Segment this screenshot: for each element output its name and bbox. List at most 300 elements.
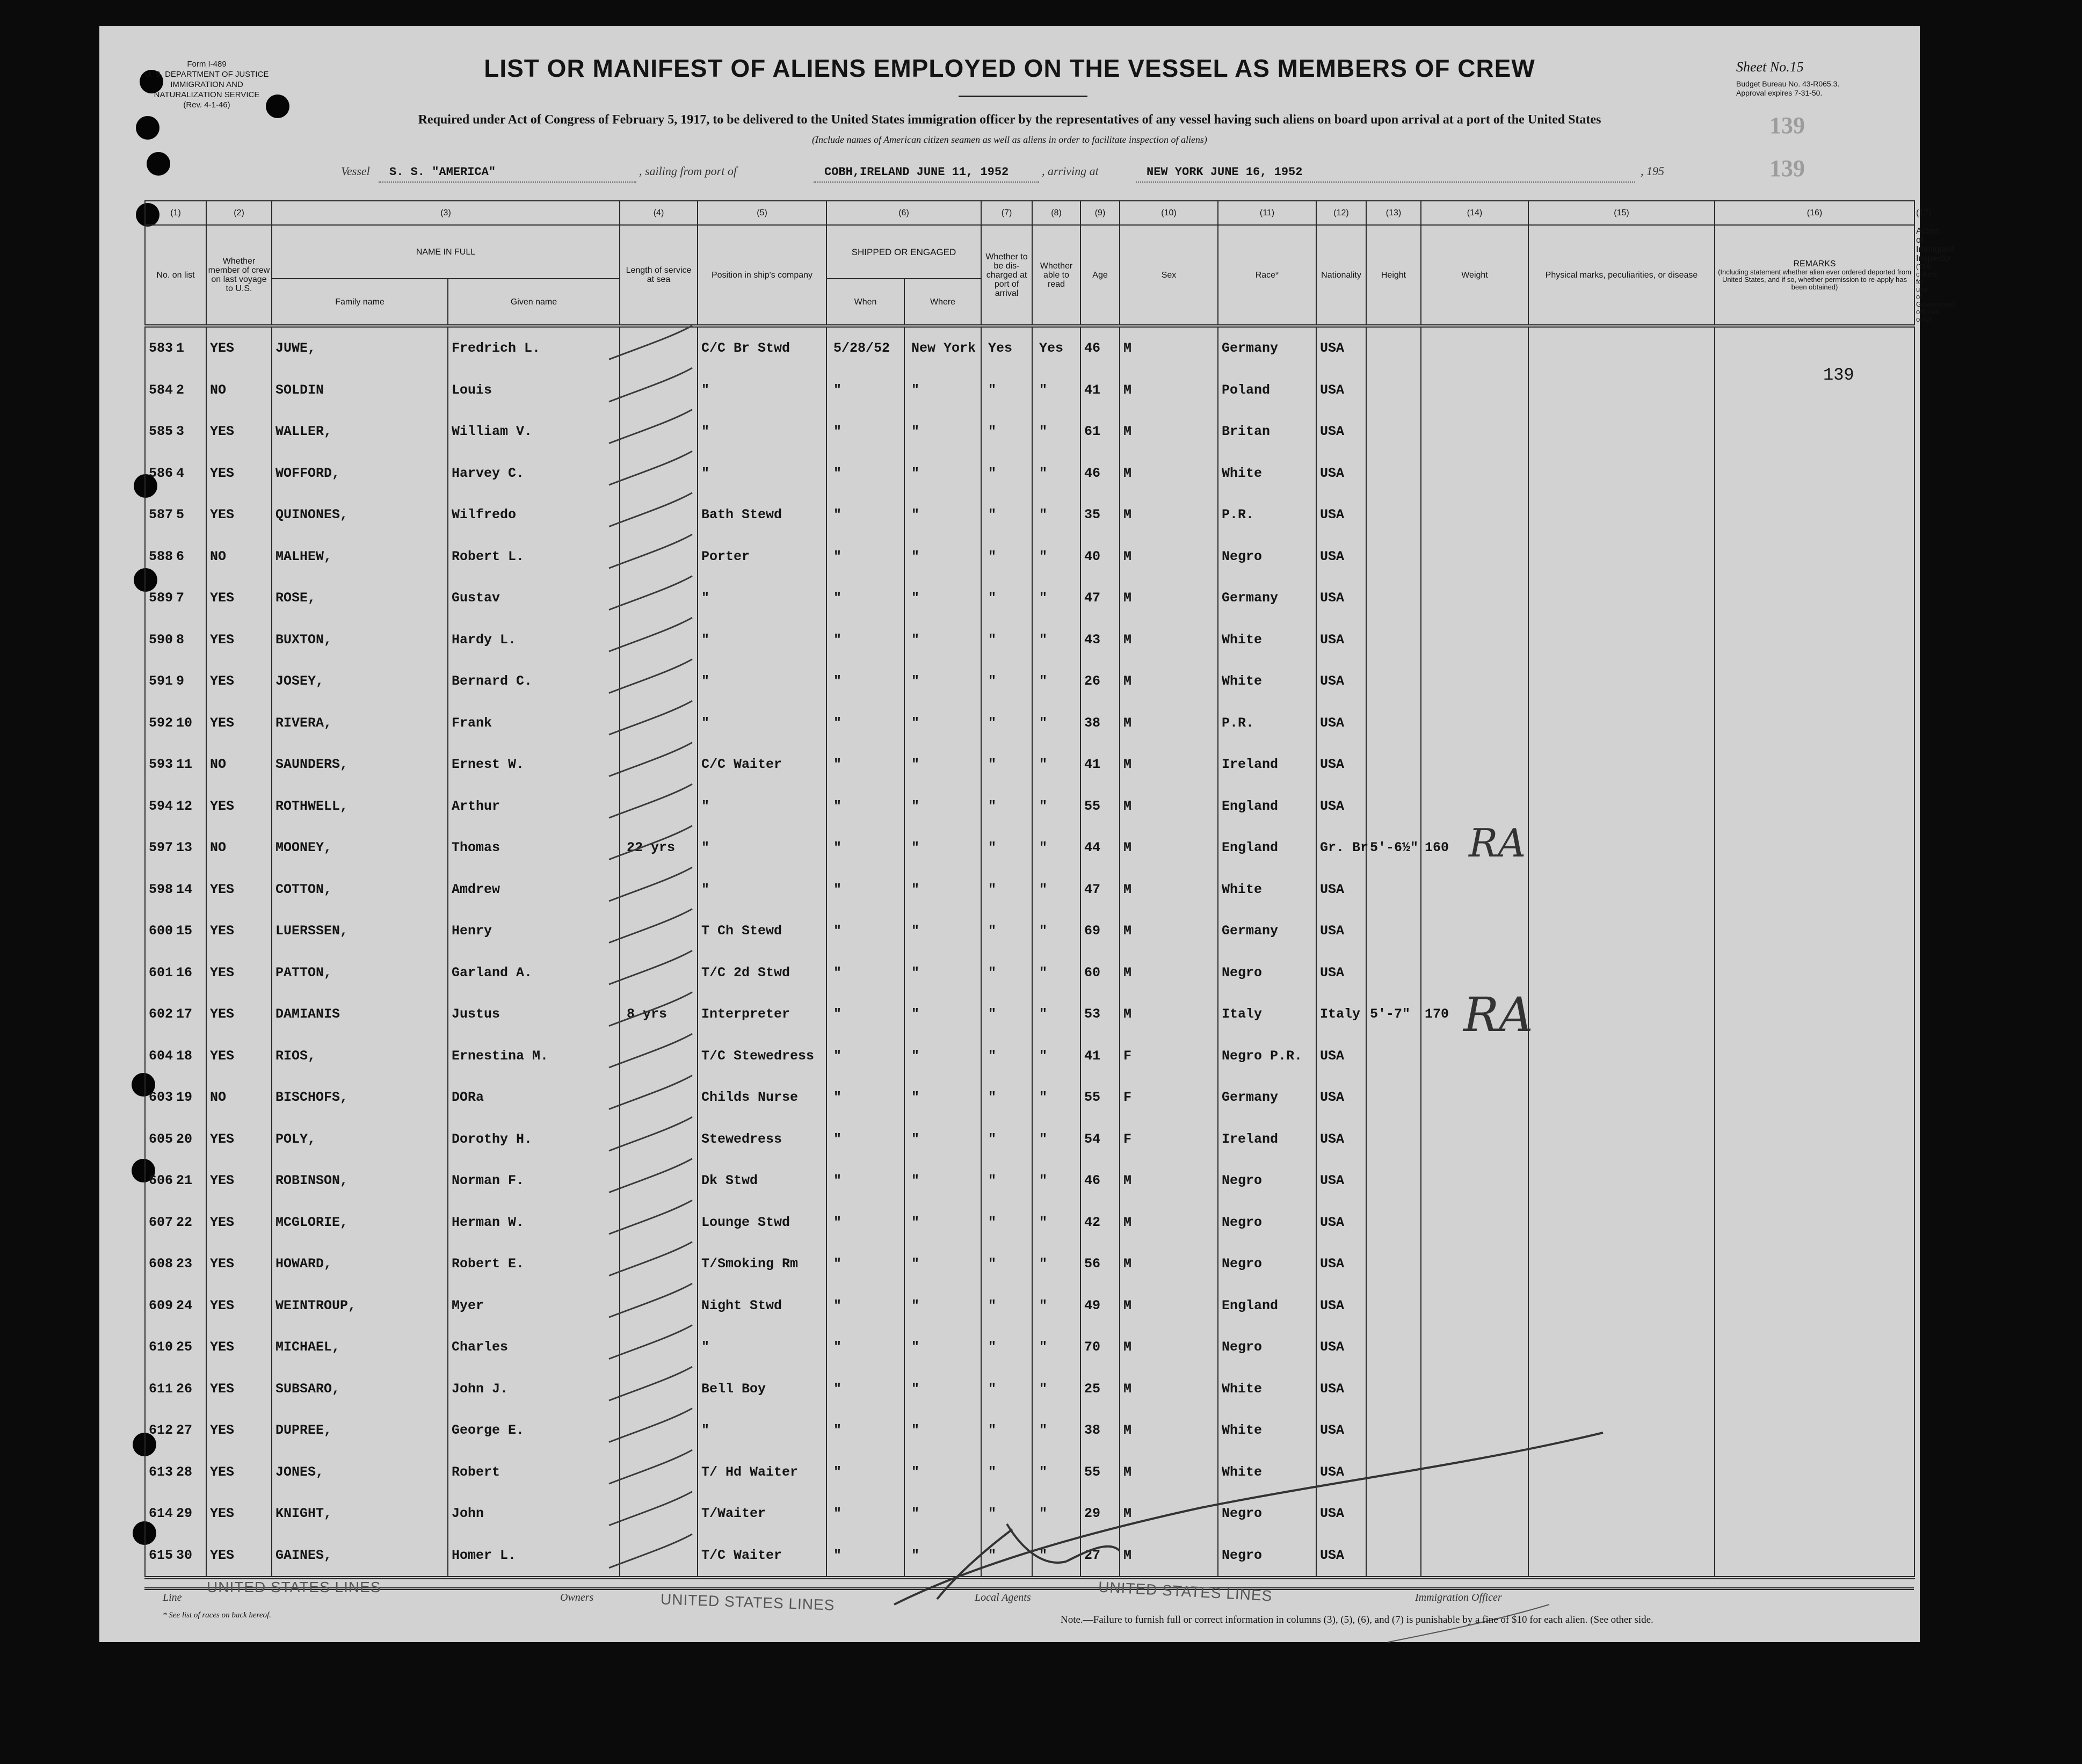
- cell-able-to-read: ": [1032, 1368, 1080, 1410]
- pencil-check-stroke: [609, 493, 692, 527]
- cell-shipped-when: ": [826, 494, 904, 536]
- cell-race: Germany: [1218, 577, 1316, 619]
- cell-able-to-read: ": [1032, 494, 1080, 536]
- cell-discharged: ": [981, 1368, 1032, 1410]
- cell-race: Negro: [1218, 1202, 1316, 1244]
- form-revision: (Rev. 4-1-46): [183, 100, 230, 110]
- cell-position: Night Stwd: [698, 1285, 826, 1327]
- cell-family-name: LUERSSEN,: [272, 910, 448, 952]
- cell-given-name: Ernest W.: [448, 744, 620, 786]
- form-department: U. S. DEPARTMENT OF JUSTICE: [144, 70, 269, 79]
- cell-discharged: ": [981, 411, 1032, 453]
- cell-nationality: USA: [1316, 1077, 1366, 1119]
- row-ref: 588: [149, 548, 173, 564]
- cell-shipped-when: ": [826, 1160, 904, 1202]
- remarks-note: (Including statement whether alien ever ordered deported from United States, and if so, whether permission to re-apply has been obtained): [1718, 267, 1911, 291]
- cell-shipped-when: ": [826, 577, 904, 619]
- cell-given-name: Norman F.: [448, 1160, 620, 1202]
- cell-shipped-where: ": [904, 1035, 981, 1077]
- cell-family-name: ROTHWELL,: [272, 786, 448, 827]
- cell-able-to-read: ": [1032, 660, 1080, 702]
- row-number: 2: [176, 382, 185, 398]
- row-number: 20: [176, 1131, 193, 1147]
- cell-discharged: ": [981, 369, 1032, 411]
- row-number: 27: [176, 1422, 193, 1439]
- cell-age: 56: [1080, 1243, 1120, 1285]
- cell-nationality: USA: [1316, 952, 1366, 994]
- cell-nationality: USA: [1316, 786, 1366, 827]
- cell-age: 26: [1080, 660, 1120, 702]
- cell-discharged: ": [981, 1243, 1032, 1285]
- cell-shipped-where: ": [904, 369, 981, 411]
- col-header-1: (1): [145, 201, 206, 225]
- cell-discharged: ": [981, 1077, 1032, 1119]
- row-ref: 605: [149, 1131, 173, 1147]
- cell-race: Ireland: [1218, 1119, 1316, 1160]
- row-ref: 584: [149, 382, 173, 398]
- cell-shipped-when: ": [826, 411, 904, 453]
- row-number: 3: [176, 424, 185, 440]
- cell-race: White: [1218, 660, 1316, 702]
- cell-family-name: ROSE,: [272, 577, 448, 619]
- pencil-check-stroke: [609, 1159, 692, 1193]
- cell-discharged: ": [981, 1119, 1032, 1160]
- cell-discharged: ": [981, 952, 1032, 994]
- cell-discharged: ": [981, 1410, 1032, 1451]
- cell-crew-member: YES: [206, 786, 272, 827]
- cell-crew-member: NO: [206, 744, 272, 786]
- cell-age: 53: [1080, 993, 1120, 1035]
- cell-discharged: ": [981, 1035, 1032, 1077]
- pencil-marks: [99, 26, 1920, 1642]
- cell-sex: M: [1120, 577, 1218, 619]
- cell-able-to-read: ": [1032, 369, 1080, 411]
- cell-age: 38: [1080, 1410, 1120, 1451]
- cell-race: Italy: [1218, 993, 1316, 1035]
- cell-given-name: Amdrew: [448, 869, 620, 911]
- cell-race: White: [1218, 619, 1316, 661]
- cell-crew-member: YES: [206, 993, 272, 1035]
- cell-discharged: ": [981, 869, 1032, 911]
- inspector-initials: RA: [1469, 821, 1526, 866]
- row-number: 11: [176, 757, 193, 773]
- cell-race: Negro: [1218, 1326, 1316, 1368]
- cell-nationality: USA: [1316, 411, 1366, 453]
- cell-sex: M: [1120, 1368, 1218, 1410]
- owners-label: Owners: [560, 1592, 594, 1603]
- row-number: 29: [176, 1506, 193, 1522]
- cell-position: T/C Stewedress: [698, 1035, 826, 1077]
- cell-discharged: ": [981, 702, 1032, 744]
- cell-family-name: BUXTON,: [272, 619, 448, 661]
- row-ref: 603: [149, 1090, 173, 1106]
- col-header-13: (13): [1366, 201, 1421, 225]
- col-header-15: (15): [1528, 201, 1715, 225]
- cell-given-name: John J.: [448, 1368, 620, 1410]
- pencil-check-stroke: [609, 1492, 692, 1526]
- cell-crew-member: YES: [206, 1451, 272, 1493]
- cell-shipped-where: ": [904, 1243, 981, 1285]
- cell-race: P.R.: [1218, 702, 1316, 744]
- cell-crew-member: YES: [206, 1035, 272, 1077]
- col-header-4: (4): [620, 201, 698, 225]
- cell-family-name: BISCHOFS,: [272, 1077, 448, 1119]
- line-label: Line: [163, 1592, 182, 1603]
- cell-age: 40: [1080, 536, 1120, 578]
- cell-crew-member: YES: [206, 494, 272, 536]
- cell-able-to-read: ": [1032, 453, 1080, 495]
- cell-race: White: [1218, 453, 1316, 495]
- cell-sex: M: [1120, 702, 1218, 744]
- cell-given-name: Gustav: [448, 577, 620, 619]
- cell-race: England: [1218, 827, 1316, 869]
- cell-position: ": [698, 577, 826, 619]
- cell-position: ": [698, 869, 826, 911]
- cell-shipped-when: ": [826, 993, 904, 1035]
- sailing-label: , sailing from port of: [639, 164, 737, 178]
- cell-shipped-where: New York: [904, 326, 981, 369]
- cell-shipped-where: ": [904, 1451, 981, 1493]
- cell-discharged: ": [981, 1160, 1032, 1202]
- manifest-sheet: [99, 26, 1955, 1642]
- cell-able-to-read: ": [1032, 1326, 1080, 1368]
- cell-race: White: [1218, 1368, 1316, 1410]
- row-number: 16: [176, 964, 193, 981]
- col-header-6: (6): [826, 201, 981, 225]
- cell-race: Negro: [1218, 536, 1316, 578]
- cell-given-name: Herman W.: [448, 1202, 620, 1244]
- cell-age: 27: [1080, 1535, 1120, 1578]
- pencil-check-stroke: [609, 451, 692, 485]
- remarks-title: REMARKS: [1793, 259, 1836, 268]
- cell-position: C/C Waiter: [698, 744, 826, 786]
- cell-crew-member: YES: [206, 577, 272, 619]
- row-ref: 612: [149, 1422, 173, 1439]
- cell-given-name: Homer L.: [448, 1535, 620, 1578]
- cell-given-name: Frank: [448, 702, 620, 744]
- cell-given-name: Ernestina M.: [448, 1035, 620, 1077]
- row-number: 8: [176, 631, 185, 648]
- cell-discharged: ": [981, 536, 1032, 578]
- cell-able-to-read: ": [1032, 1535, 1080, 1578]
- row-number: 4: [176, 465, 185, 481]
- cell-given-name: Hardy L.: [448, 619, 620, 661]
- row-number: 21: [176, 1173, 193, 1189]
- cell-race: Germany: [1218, 326, 1316, 369]
- cell-age: 46: [1080, 453, 1120, 495]
- cell-given-name: Thomas: [448, 827, 620, 869]
- cell-shipped-where: ": [904, 786, 981, 827]
- cell-sex: M: [1120, 827, 1218, 869]
- row-ref: 608: [149, 1256, 173, 1272]
- cell-given-name: Robert E.: [448, 1243, 620, 1285]
- cell-shipped-when: ": [826, 1368, 904, 1410]
- cell-family-name: COTTON,: [272, 869, 448, 911]
- cell-shipped-where: ": [904, 1202, 981, 1244]
- pencil-check-stroke: [609, 1534, 692, 1568]
- header-family-name: Family name: [272, 279, 448, 326]
- cell-shipped-when: ": [826, 869, 904, 911]
- cell-given-name: Robert: [448, 1451, 620, 1493]
- approval-expiry: Approval expires 7-31-50.: [1736, 89, 1823, 97]
- row-number: 1: [176, 340, 185, 357]
- cell-discharged: ": [981, 910, 1032, 952]
- cell-shipped-where: ": [904, 869, 981, 911]
- col-header-11: (11): [1218, 201, 1316, 225]
- cell-given-name: Henry: [448, 910, 620, 952]
- col-header-5: (5): [698, 201, 826, 225]
- cell-shipped-when: ": [826, 910, 904, 952]
- cell-crew-member: YES: [206, 1202, 272, 1244]
- cell-nationality: USA: [1316, 536, 1366, 578]
- row-ref: 598: [149, 881, 173, 897]
- cell-sex: M: [1120, 660, 1218, 702]
- cell-race: England: [1218, 1285, 1316, 1327]
- cell-sex: M: [1120, 1243, 1218, 1285]
- row-ref: 607: [149, 1214, 173, 1230]
- cell-age: 69: [1080, 910, 1120, 952]
- document-title: LIST OR MANIFEST OF ALIENS EMPLOYED ON THE VESSEL AS MEMBERS OF CREW: [484, 54, 1535, 82]
- cell-age: 43: [1080, 619, 1120, 661]
- cell-discharged: ": [981, 619, 1032, 661]
- pencil-check-stroke: [609, 701, 692, 735]
- header-discharged: Whether to be dis-charged at port of arrival: [981, 225, 1032, 326]
- cell-crew-member: YES: [206, 1285, 272, 1327]
- cell-age: 41: [1080, 744, 1120, 786]
- cell-nationality: USA: [1316, 1119, 1366, 1160]
- cell-shipped-where: ": [904, 1285, 981, 1327]
- cell-family-name: QUINONES,: [272, 494, 448, 536]
- cell-given-name: Bernard C.: [448, 660, 620, 702]
- header-when: When: [826, 279, 904, 326]
- cell-shipped-where: ": [904, 494, 981, 536]
- cell-shipped-where: ": [904, 1160, 981, 1202]
- cell-sex: M: [1120, 952, 1218, 994]
- cell-position: ": [698, 702, 826, 744]
- cell-shipped-when: ": [826, 1326, 904, 1368]
- cell-given-name: Louis: [448, 369, 620, 411]
- cell-age: 60: [1080, 952, 1120, 994]
- cell-nationality: USA: [1316, 744, 1366, 786]
- vessel-label: Vessel: [341, 164, 370, 178]
- row-number: 10: [176, 715, 193, 731]
- row-number: 28: [176, 1464, 193, 1480]
- col-header-9: (9): [1080, 201, 1120, 225]
- cell-crew-member: YES: [206, 660, 272, 702]
- cell-shipped-when: ": [826, 453, 904, 495]
- pencil-check-stroke: [609, 1325, 692, 1359]
- row-number: 15: [176, 923, 193, 939]
- cell-age: 54: [1080, 1119, 1120, 1160]
- sheet-number: Sheet No.15: [1736, 59, 1804, 75]
- cell-nationality: USA: [1316, 453, 1366, 495]
- cell-age: 70: [1080, 1326, 1120, 1368]
- header-where: Where: [904, 279, 981, 326]
- cell-race: Negro: [1218, 1243, 1316, 1285]
- col-header-12: (12): [1316, 201, 1366, 225]
- cell-crew-member: YES: [206, 1410, 272, 1451]
- cell-sex: M: [1120, 369, 1218, 411]
- pencil-check-stroke: [609, 1367, 692, 1400]
- header-shipped-engaged: SHIPPED OR ENGAGED: [826, 225, 981, 279]
- cell-weight: 170: [1421, 993, 1528, 1035]
- cell-able-to-read: ": [1032, 1451, 1080, 1493]
- cell-given-name: George E.: [448, 1410, 620, 1451]
- cell-nationality: USA: [1316, 1160, 1366, 1202]
- cell-race: Germany: [1218, 1077, 1316, 1119]
- cell-able-to-read: ": [1032, 619, 1080, 661]
- cell-position: T/C Waiter: [698, 1535, 826, 1578]
- cell-age: 55: [1080, 1077, 1120, 1119]
- cell-shipped-when: ": [826, 660, 904, 702]
- cell-nationality: USA: [1316, 1451, 1366, 1493]
- cell-family-name: MCGLORIE,: [272, 1202, 448, 1244]
- cell-position: ": [698, 827, 826, 869]
- document-subtitle-note: (Include names of American citizen seamen as well as aliens in order to facilitate inspection of aliens): [812, 134, 1207, 145]
- cell-nationality: USA: [1316, 1410, 1366, 1451]
- budget-bureau: Budget Bureau No. 43-R065.3.: [1736, 79, 1840, 88]
- cell-family-name: JOSEY,: [272, 660, 448, 702]
- cell-shipped-where: ": [904, 536, 981, 578]
- cell-discharged: ": [981, 1202, 1032, 1244]
- cell-able-to-read: ": [1032, 577, 1080, 619]
- cell-crew-member: YES: [206, 910, 272, 952]
- header-physical-marks: Physical marks, peculiarities, or disease: [1528, 225, 1715, 326]
- cell-race: Negro: [1218, 1493, 1316, 1535]
- cell-nationality: USA: [1316, 1368, 1366, 1410]
- cell-height: 5'-7": [1366, 993, 1421, 1035]
- cell-nationality: USA: [1316, 1243, 1366, 1285]
- cell-given-name: Myer: [448, 1285, 620, 1327]
- cell-discharged: ": [981, 993, 1032, 1035]
- cell-able-to-read: ": [1032, 1119, 1080, 1160]
- cell-sex: M: [1120, 411, 1218, 453]
- sailing-port: COBH,IRELAND JUNE 11, 1952: [824, 165, 1009, 179]
- immigration-officer-label: Immigration Officer: [1415, 1592, 1502, 1603]
- cell-nationality: USA: [1316, 577, 1366, 619]
- cell-discharged: ": [981, 786, 1032, 827]
- cell-discharged: ": [981, 577, 1032, 619]
- cell-able-to-read: ": [1032, 952, 1080, 994]
- cell-crew-member: YES: [206, 411, 272, 453]
- row-number: 7: [176, 590, 185, 606]
- sheet-stamp: 139: [1769, 155, 1805, 182]
- cell-shipped-when: 5/28/52: [826, 326, 904, 369]
- agents-stamp: UNITED STATES LINES: [1098, 1578, 1273, 1605]
- cell-family-name: WALLER,: [272, 411, 448, 453]
- cell-able-to-read: ": [1032, 869, 1080, 911]
- row-ref: 614: [149, 1506, 173, 1522]
- cell-sex: M: [1120, 1285, 1218, 1327]
- cell-nationality: USA: [1316, 1285, 1366, 1327]
- cell-sex: F: [1120, 1035, 1218, 1077]
- cell-position: Interpreter: [698, 993, 826, 1035]
- cell-age: 47: [1080, 577, 1120, 619]
- cell-nationality: USA: [1316, 910, 1366, 952]
- col-header-16: (16): [1715, 201, 1914, 225]
- cell-crew-member: YES: [206, 1368, 272, 1410]
- row-ref: 593: [149, 757, 173, 773]
- form-service: IMMIGRATION AND NATURALIZATION SERVICE: [154, 80, 260, 99]
- cell-crew-member: YES: [206, 1160, 272, 1202]
- cell-age: 41: [1080, 1035, 1120, 1077]
- cell-race: Negro: [1218, 1535, 1316, 1578]
- cell-family-name: JUWE,: [272, 326, 448, 369]
- row-number: 12: [176, 798, 193, 814]
- cell-position: Porter: [698, 536, 826, 578]
- header-race: Race*: [1218, 225, 1316, 326]
- cell-shipped-where: ": [904, 411, 981, 453]
- row-number: 17: [176, 1006, 193, 1022]
- cell-shipped-where: ": [904, 952, 981, 994]
- cell-position: Childs Nurse: [698, 1077, 826, 1119]
- cell-shipped-when: ": [826, 744, 904, 786]
- header-age: Age: [1080, 225, 1120, 326]
- cell-crew-member: YES: [206, 702, 272, 744]
- cell-nationality: USA: [1316, 326, 1366, 369]
- cell-discharged: ": [981, 660, 1032, 702]
- row-number: 6: [176, 548, 185, 564]
- cell-position: ": [698, 786, 826, 827]
- cell-age: 35: [1080, 494, 1120, 536]
- cell-position: ": [698, 453, 826, 495]
- cell-nationality: USA: [1316, 1493, 1366, 1535]
- cell-position: Stewedress: [698, 1119, 826, 1160]
- cell-race: Ireland: [1218, 744, 1316, 786]
- cell-sex: M: [1120, 1535, 1218, 1578]
- cell-discharged: ": [981, 1451, 1032, 1493]
- row-ref: 590: [149, 631, 173, 648]
- pencil-check-stroke: [609, 909, 692, 943]
- cell-position: Lounge Stwd: [698, 1202, 826, 1244]
- cell-age: 46: [1080, 1160, 1120, 1202]
- cell-able-to-read: Yes: [1032, 326, 1080, 369]
- cell-crew-member: YES: [206, 619, 272, 661]
- cell-able-to-read: ": [1032, 1077, 1080, 1119]
- header-able-to-read: Whether able to read: [1032, 225, 1080, 326]
- cell-shipped-where: ": [904, 577, 981, 619]
- header-sex: Sex: [1120, 225, 1218, 326]
- header-weight: Weight: [1421, 225, 1528, 326]
- cell-age: 41: [1080, 369, 1120, 411]
- cell-race: P.R.: [1218, 494, 1316, 536]
- cell-age: 46: [1080, 326, 1120, 369]
- pencil-check-stroke: [609, 325, 692, 359]
- pencil-check-stroke: [609, 1117, 692, 1151]
- cell-sex: F: [1120, 1119, 1218, 1160]
- cell-shipped-when: ": [826, 369, 904, 411]
- pencil-check-stroke: [609, 659, 692, 693]
- pencil-check-stroke: [609, 743, 692, 776]
- cell-position: ": [698, 660, 826, 702]
- cell-able-to-read: ": [1032, 910, 1080, 952]
- cell-crew-member: NO: [206, 1077, 272, 1119]
- cell-shipped-when: ": [826, 1410, 904, 1451]
- row-ref: 610: [149, 1339, 173, 1355]
- row-ref: 615: [149, 1547, 173, 1563]
- cell-able-to-read: ": [1032, 1202, 1080, 1244]
- cell-nationality: USA: [1316, 1202, 1366, 1244]
- cell-discharged: Yes: [981, 326, 1032, 369]
- signature-stroke: [894, 1433, 1603, 1605]
- row-number: 18: [176, 1048, 193, 1064]
- col-header-8: (8): [1032, 201, 1080, 225]
- cell-family-name: WEINTROUP,: [272, 1285, 448, 1327]
- pencil-check-stroke: [609, 1076, 692, 1109]
- pencil-check-stroke: [609, 1450, 692, 1484]
- cell-able-to-read: ": [1032, 411, 1080, 453]
- cell-able-to-read: ": [1032, 702, 1080, 744]
